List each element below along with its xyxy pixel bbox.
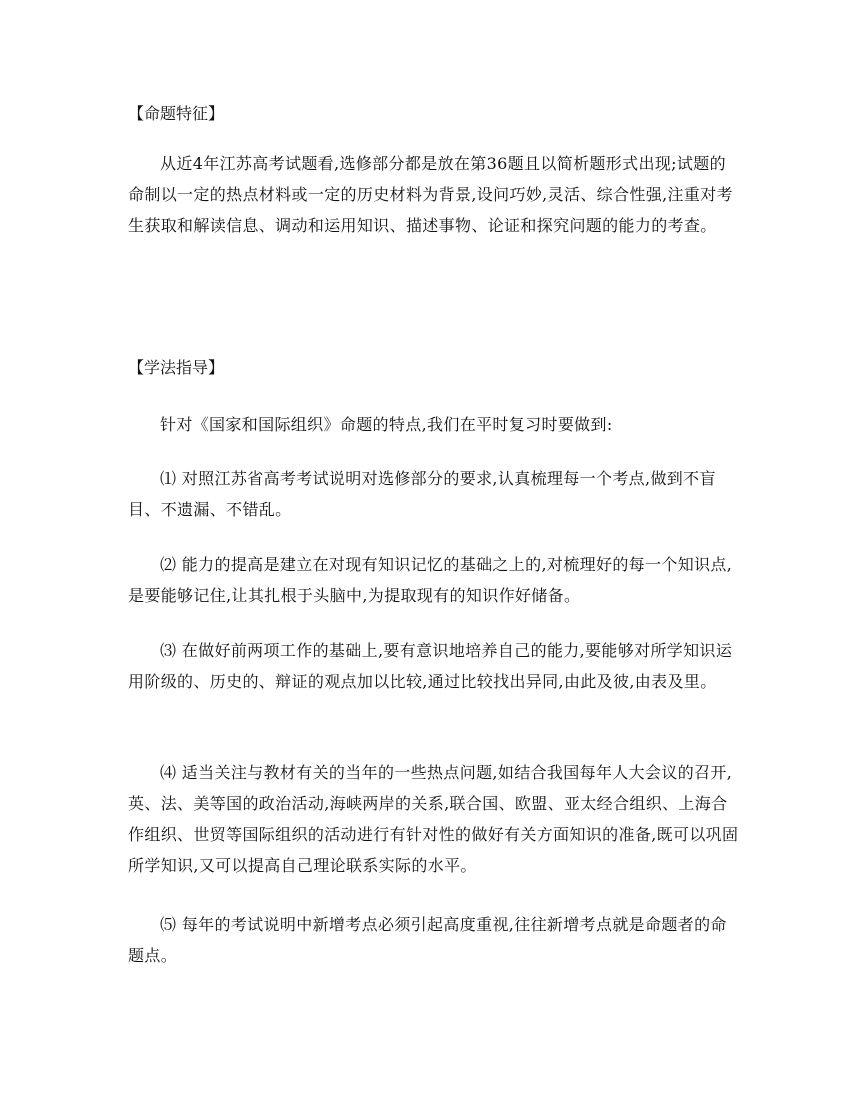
study-guidance-intro: 针对《国家和国际组织》命题的特点,我们在平时复习时要做到:	[160, 415, 613, 434]
proposition-features-paragraph: 从近4年江苏高考试题看,选修部分都是放在第36题且以简析题形式出现;试题的命制以一定的热点材料或一定的历史材料为背景,设问巧妙,灵活、综合性强,注重对考生获取和解读信息、调动和运用知识、描述事物、论证和探究问题的能力的考查。	[128, 154, 733, 235]
guidance-item-4: ⑷ 适当关注与教材有关的当年的一些热点问题,如结合我国每年人大会议的召开,英、法、美等国的政治活动,海峡两岸的关系,联合国、欧盟、亚太经合组织、上海合作组织、世贸等国际组织的活动进行有针对性的做好有关方面知识的准备,既可以巩固所学知识,又可以提高自己理论联系实际的水平。	[128, 763, 739, 875]
guidance-item-1: ⑴ 对照江苏省高考考试说明对选修部分的要求,认真梳理每一个考点,做到不盲目、不遗漏、不错乱。	[128, 469, 716, 519]
guidance-item-5: ⑸ 每年的考试说明中新增考点必须引起高度重视,往往新增考点就是命题者的命题点。	[128, 915, 727, 965]
section-heading-study-guidance: 【学法指导】	[128, 358, 225, 377]
guidance-item-3: ⑶ 在做好前两项工作的基础上,要有意识地培养自己的能力,要能够对所学知识运用阶级的、历史的、辩证的观点加以比较,通过比较找出异同,由此及彼,由表及里。	[128, 641, 733, 691]
section-heading-proposition-features: 【命题特征】	[128, 104, 225, 123]
guidance-item-2: ⑵ 能力的提高是建立在对现有知识记忆的基础之上的,对梳理好的每一个知识点,是要能够记住,让其扎根于头脑中,为提取现有的知识作好储备。	[128, 555, 733, 605]
